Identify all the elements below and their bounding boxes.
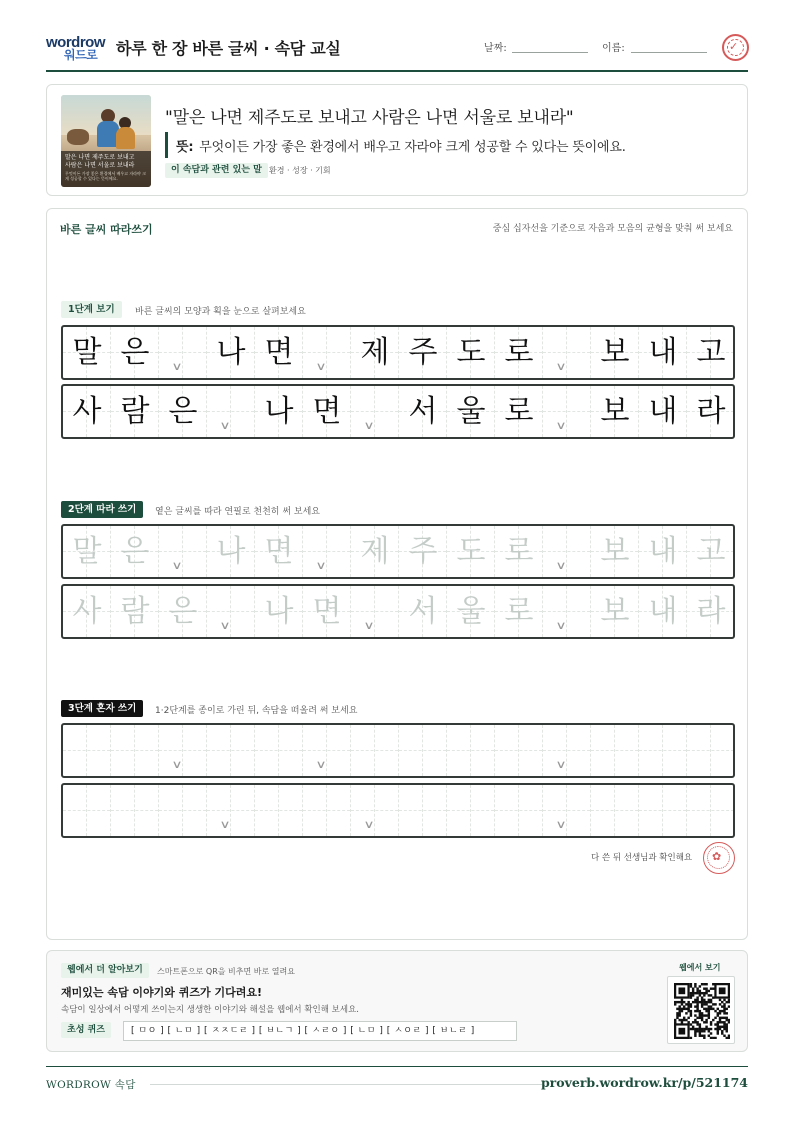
proverb-character: 사 [72,594,102,629]
wordrow-logo [46,34,108,62]
writing-cell[interactable] [447,725,495,776]
check-stamp-icon: ✓ [722,34,749,61]
proverb-character: 은 [168,594,198,629]
proverb-character: 면 [312,394,342,429]
writing-cell[interactable] [303,725,351,776]
writing-cell[interactable] [687,586,735,637]
proverb-character: 나 [216,534,246,569]
proverb-character: 제 [360,534,390,569]
writing-cell [447,327,495,378]
writing-cell [639,386,687,437]
teacher-seal-icon: ✿ [703,842,735,874]
writing-cell [399,386,447,437]
proverb-character: 도 [456,534,486,569]
writing-cell[interactable] [495,526,543,577]
writing-cell [351,386,399,437]
chosung-quiz: [ ㅁㅇ ] [ ㄴㅁ ] [ ㅈㅈㄷㄹ ] [ ㅂㄴㄱ ] [ ㅅㄹㅇ ] [ ㄴㅁ ] [ ㅅㅇㄹ ] [ ㅂㄴㄹ ] [123,1021,517,1041]
spacing-mark-icon: ∨ [219,419,231,432]
web-promo-card [46,950,748,1052]
date-label: 날짜: [484,43,507,54]
proverb-character: 내 [648,335,678,370]
proverb-character: 로 [504,335,534,370]
writing-cell[interactable] [303,526,351,577]
step2-badge: 2단계 따라 쓰기 [61,501,143,518]
writing-cell [159,327,207,378]
proverb-character: 보 [600,394,630,429]
writing-cell [543,386,591,437]
writing-cell [111,386,159,437]
spacing-mark-icon: ∨ [171,360,183,373]
date-field[interactable] [512,52,588,53]
writing-cell[interactable] [351,586,399,637]
writing-cell[interactable] [63,586,111,637]
proverb-character: 나 [264,394,294,429]
spacing-mark-icon: ∨ [363,619,375,632]
proverb-character: 말 [72,534,102,569]
writing-cell [159,386,207,437]
writing-cell[interactable] [639,725,687,776]
writing-cell[interactable] [159,725,207,776]
writing-cell [495,327,543,378]
step2-description: 옅은 글씨를 따라 연필로 천천히 써 보세요 [155,507,320,517]
proverb-character: 고 [696,534,726,569]
writing-cell [399,327,447,378]
proverb-character: 람 [120,594,150,629]
proverb-character: 로 [504,394,534,429]
writing-cell[interactable] [399,725,447,776]
proverb-character: 도 [456,335,486,370]
writing-cell[interactable] [303,586,351,637]
writing-cell[interactable] [543,526,591,577]
proverb-character: 나 [216,335,246,370]
logo-hangul: 워드로 [64,48,98,62]
practice-title: 바른 글씨 따라쓰기 [60,223,153,236]
spacing-mark-icon: ∨ [171,758,183,771]
spacing-mark-icon: ∨ [363,818,375,831]
writing-cell [111,327,159,378]
writing-cell [447,386,495,437]
proverb-character: 내 [648,394,678,429]
proverb-character: 로 [504,594,534,629]
writing-cell[interactable] [255,526,303,577]
step2-row-2[interactable] [61,584,735,639]
practice-card [46,208,748,940]
name-label: 이름: [602,43,625,54]
writing-cell [687,327,735,378]
qr-note: 스마트폰으로 QR을 비추면 바로 열려요 [157,967,295,976]
writing-cell[interactable] [591,586,639,637]
writing-cell[interactable] [303,785,351,836]
proverb-character: 은 [120,335,150,370]
proverb-character: 라 [696,594,726,629]
footer-divider [150,1084,542,1085]
writing-cell[interactable] [447,526,495,577]
proverb-character: 은 [120,534,150,569]
teacher-check-text: 다 쓴 뒤 선생님과 확인해요 [591,853,693,863]
writing-cell[interactable] [447,785,495,836]
meaning-label: 뜻: [176,140,194,155]
related-words-label: 이 속담과 관련 있는 말 [165,163,268,178]
page-footer [46,1066,748,1100]
proverb-character: 나 [264,594,294,629]
proverb-character: 면 [264,335,294,370]
spacing-mark-icon: ∨ [315,360,327,373]
web-headline: 재미있는 속담 이야기와 퀴즈가 기다려요! [61,986,262,999]
proverb-character: 사 [72,394,102,429]
writing-cell [543,327,591,378]
writing-cell[interactable] [159,586,207,637]
proverb-character: 람 [120,394,150,429]
proverb-character: 내 [648,534,678,569]
step1-row-2 [61,384,735,439]
writing-cell [63,386,111,437]
writing-cell[interactable] [255,586,303,637]
writing-cell[interactable] [207,785,255,836]
writing-cell[interactable] [639,526,687,577]
writing-cell[interactable] [591,526,639,577]
proverb-character: 주 [408,335,438,370]
qr-label: 웹에서 보기 [679,963,721,972]
spacing-mark-icon: ∨ [315,758,327,771]
footer-url[interactable]: proverb.wordrow.kr/p/521174 [540,1075,748,1090]
proverb-illustration [61,95,151,187]
proverb-character: 서 [408,394,438,429]
writing-cell[interactable] [399,526,447,577]
spacing-mark-icon: ∨ [555,559,567,572]
spacing-mark-icon: ∨ [555,758,567,771]
proverb-character: 주 [408,534,438,569]
writing-cell[interactable] [63,725,111,776]
writing-cell[interactable] [687,785,735,836]
step3-row-2[interactable] [61,783,735,838]
spacing-mark-icon: ∨ [219,619,231,632]
writing-cell[interactable] [351,785,399,836]
writing-cell [207,327,255,378]
meaning-accent-bar [165,132,168,158]
writing-cell[interactable] [351,526,399,577]
logo-wordmark: wordrow [46,34,105,51]
writing-cell[interactable] [591,785,639,836]
page-header [46,30,748,72]
writing-cell [591,327,639,378]
writing-cell [495,386,543,437]
proverb-character: 면 [264,534,294,569]
illustration-caption: 말은 나면 제주도로 보내고 사람은 나면 서울로 보내라 무엇이든 가장 좋은 환경에서 배우고 자라야 크게 성공할 수 있다는 뜻이에요. [61,151,151,187]
quiz-label: 초성 퀴즈 [61,1022,111,1038]
qr-code-icon[interactable] [667,976,735,1044]
step1-row-1 [61,325,735,380]
proverb-meaning [176,136,626,155]
writing-cell [303,386,351,437]
spacing-mark-icon: ∨ [555,419,567,432]
proverb-character: 내 [648,594,678,629]
writing-cell[interactable] [639,586,687,637]
step3-badge: 3단계 혼자 쓰기 [61,700,143,717]
writing-cell[interactable] [255,785,303,836]
proverb-character: 보 [600,594,630,629]
proverb-character: 울 [456,394,486,429]
writing-cell [303,327,351,378]
proverb-character: 은 [168,394,198,429]
writing-cell[interactable] [111,785,159,836]
writing-cell[interactable] [495,725,543,776]
writing-cell[interactable] [63,526,111,577]
writing-cell [687,386,735,437]
proverb-character: 제 [360,335,390,370]
step1-badge: 1단계 보기 [61,301,122,318]
writing-cell [255,386,303,437]
writing-cell[interactable] [447,586,495,637]
spacing-mark-icon: ∨ [219,818,231,831]
writing-cell [255,327,303,378]
writing-cell[interactable] [159,526,207,577]
writing-cell[interactable] [207,725,255,776]
step2-row-1[interactable] [61,524,735,579]
writing-cell[interactable] [207,526,255,577]
writing-cell[interactable] [111,526,159,577]
page-title: 하루 한 장 바른 글씨 · 속담 교실 [116,39,341,58]
writing-cell [351,327,399,378]
name-field[interactable] [631,52,707,53]
proverb-character: 울 [456,594,486,629]
writing-cell [639,327,687,378]
writing-cell[interactable] [351,725,399,776]
spacing-mark-icon: ∨ [363,419,375,432]
writing-cell[interactable] [495,586,543,637]
writing-cell[interactable] [687,526,735,577]
spacing-mark-icon: ∨ [555,619,567,632]
web-subtext: 속담이 일상에서 어떻게 쓰이는지 생생한 이야기와 해설을 웹에서 확인해 보세요. [61,1005,359,1015]
proverb-character: 보 [600,534,630,569]
writing-cell[interactable] [111,586,159,637]
spacing-mark-icon: ∨ [555,818,567,831]
web-badge: 웹에서 더 알아보기 [61,963,149,978]
writing-cell[interactable] [687,725,735,776]
writing-cell [63,327,111,378]
proverb-character: 말 [72,335,102,370]
writing-cell[interactable] [111,725,159,776]
writing-cell[interactable] [495,785,543,836]
footer-brand: WORDROW 속담 [46,1079,136,1091]
writing-cell[interactable] [591,725,639,776]
writing-cell[interactable] [159,785,207,836]
related-words: 환경 · 성장 · 기회 [269,166,331,175]
spacing-mark-icon: ∨ [171,559,183,572]
proverb-character: 로 [504,534,534,569]
proverb-text: "말은 나면 제주도로 보내고 사람은 나면 서울로 보내라" [165,108,574,128]
writing-cell [207,386,255,437]
writing-cell[interactable] [207,586,255,637]
writing-cell[interactable] [543,785,591,836]
writing-cell[interactable] [543,725,591,776]
practice-hint: 중심 십자선을 기준으로 자음과 모음의 균형을 맞춰 써 보세요 [492,224,733,234]
step3-row-1[interactable] [61,723,735,778]
writing-cell[interactable] [399,785,447,836]
proverb-character: 서 [408,594,438,629]
writing-cell[interactable] [255,725,303,776]
proverb-character: 고 [696,335,726,370]
step3-description: 1·2단계를 종이로 가린 뒤, 속담을 떠올려 써 보세요 [155,706,358,716]
writing-cell[interactable] [639,785,687,836]
proverb-character: 보 [600,335,630,370]
writing-cell[interactable] [63,785,111,836]
proverb-card [46,84,748,196]
proverb-character: 면 [312,594,342,629]
spacing-mark-icon: ∨ [555,360,567,373]
spacing-mark-icon: ∨ [315,559,327,572]
writing-cell[interactable] [543,586,591,637]
meaning-text: 무엇이든 가장 좋은 환경에서 배우고 자라야 크게 성공할 수 있다는 뜻이에요. [199,140,626,155]
step1-description: 바른 글씨의 모양과 획을 눈으로 살펴보세요 [135,307,306,317]
writing-cell[interactable] [399,586,447,637]
writing-cell [591,386,639,437]
proverb-character: 라 [696,394,726,429]
